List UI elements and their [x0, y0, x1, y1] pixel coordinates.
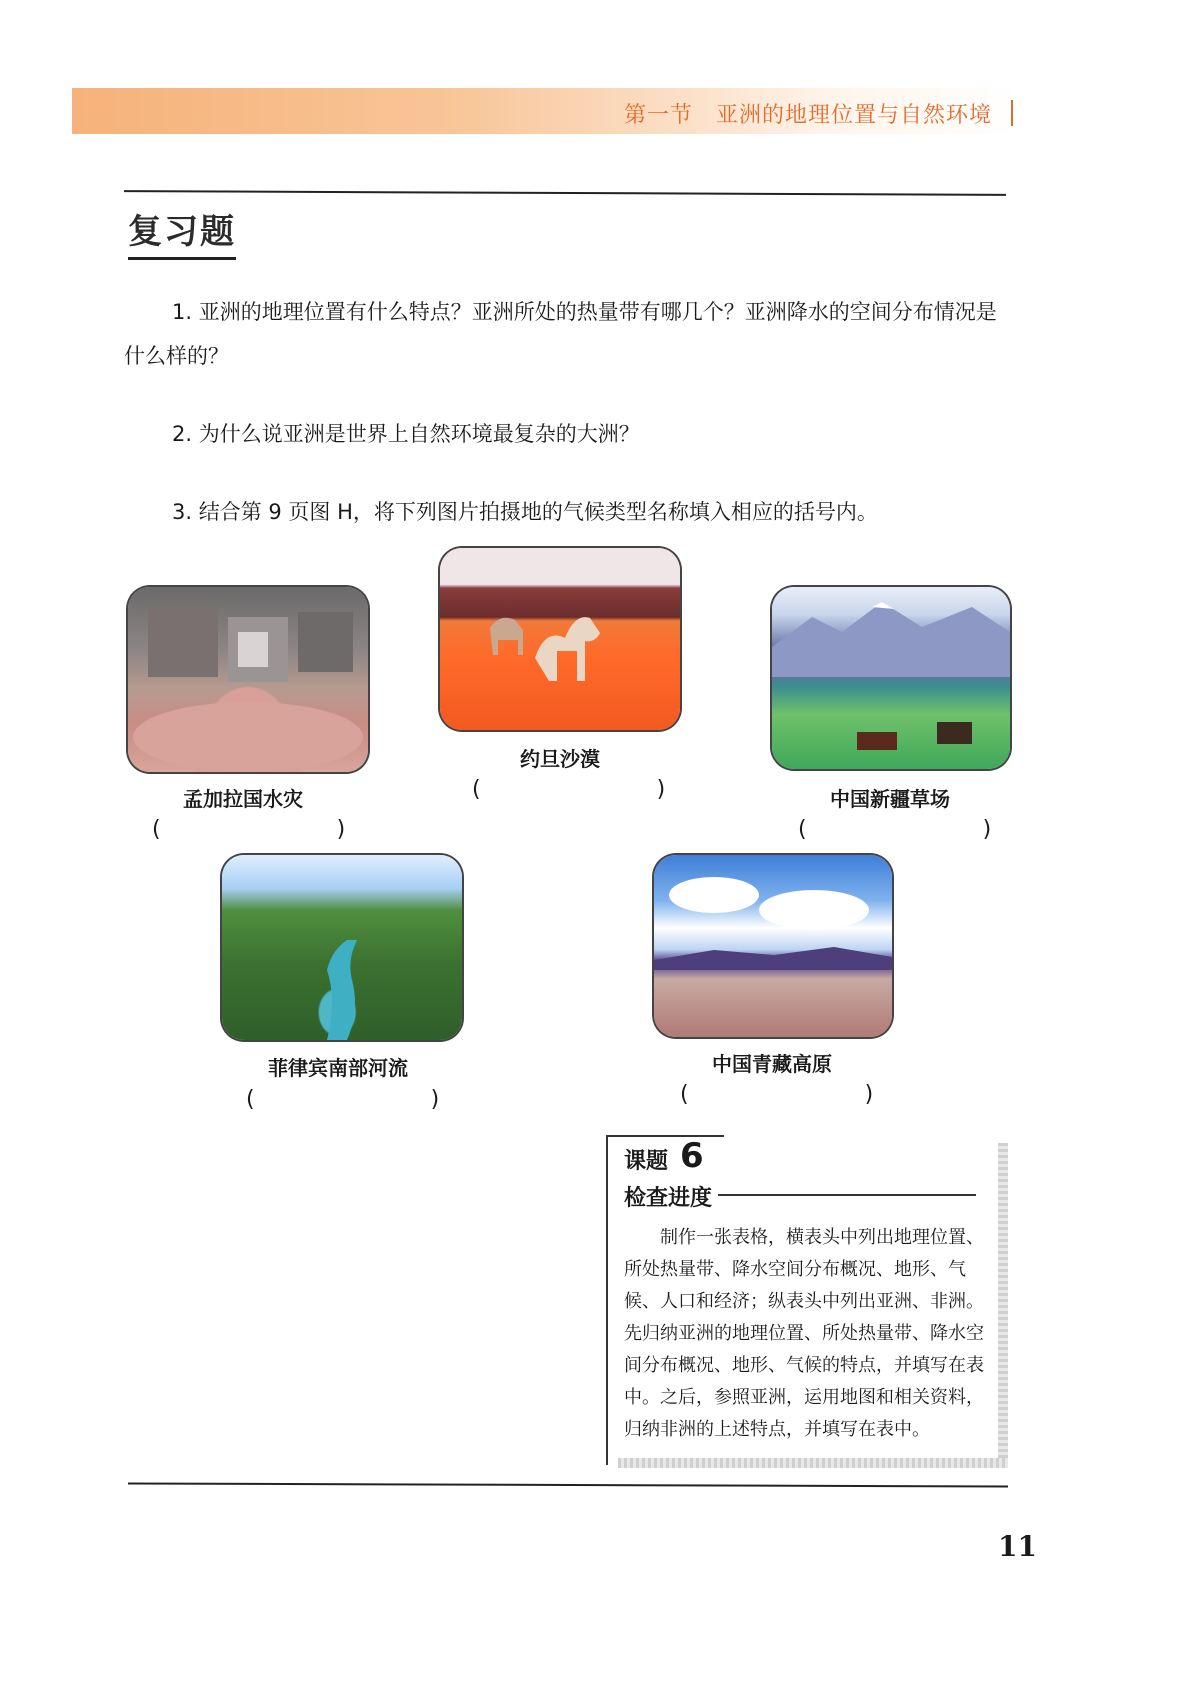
photo-philippines-river — [222, 855, 462, 1040]
chapter-header-title: 第一节 亚洲的地理位置与自然环境 — [624, 103, 993, 128]
mountain-pasture-icon — [772, 587, 1010, 769]
page-number: 11 — [998, 1530, 1037, 1563]
blank-philippines: ( ) — [246, 1087, 440, 1112]
caption-xinjiang: 中国新疆草场 — [830, 787, 950, 811]
header-divider — [1011, 100, 1013, 126]
caption-bangladesh: 孟加拉国水灾 — [183, 787, 303, 811]
photo-xinjiang-grassland — [772, 587, 1010, 769]
review-section-title: 复习题 — [128, 204, 236, 260]
topic-instructions: 制作一张表格，横表头中列出地理位置、所处热量带、降水空间分布概况、地形、气候、人口和经济；纵表头中列出亚洲、非洲。先归纳亚洲的地理位置、所处热量带、降水空间分布概况、地形、气候的特点，并填写在表中。之后，参照亚洲，运用地图和相关资料，归纳非洲的上述特点，并填写在表中。 — [624, 1227, 984, 1440]
question-1: 1. 亚洲的地理位置有什么特点？亚洲所处的热量带有哪几个？亚洲降水的空间分布情况是什么样的？ — [124, 300, 997, 368]
caption-philippines: 菲律宾南部河流 — [268, 1056, 408, 1080]
plateau-clouds-icon — [654, 855, 892, 1037]
bottom-rule — [128, 1482, 1008, 1487]
blank-jordan: ( ) — [472, 777, 666, 802]
top-rule — [124, 190, 1006, 196]
topic-subtitle-rule — [718, 1194, 976, 1196]
flood-scene-icon — [128, 587, 368, 772]
caption-jordan: 约旦沙漠 — [520, 747, 600, 771]
topic-number: 6 — [680, 1136, 704, 1176]
camel-icon — [440, 548, 680, 730]
blank-bangladesh: ( ) — [152, 817, 346, 842]
blank-xinjiang: ( ) — [798, 817, 992, 842]
photo-bangladesh-flood — [128, 587, 368, 772]
question-3: 3. 结合第 9 页图 H，将下列图片拍摄地的气候类型名称填入相应的括号内。 — [172, 500, 878, 524]
photo-jordan-desert — [440, 548, 680, 730]
topic-label: 课题 — [624, 1149, 669, 1174]
river-valley-icon — [222, 855, 462, 1040]
topic-subtitle: 检查进度 — [624, 1186, 713, 1211]
topic-box-corner — [606, 1135, 724, 1137]
blank-qinghai-tibet: ( ) — [680, 1082, 874, 1107]
caption-qinghai-tibet: 中国青藏高原 — [712, 1052, 832, 1076]
photo-qinghai-tibet-plateau — [654, 855, 892, 1037]
question-2: 2. 为什么说亚洲是世界上自然环境最复杂的大洲？ — [172, 422, 640, 446]
